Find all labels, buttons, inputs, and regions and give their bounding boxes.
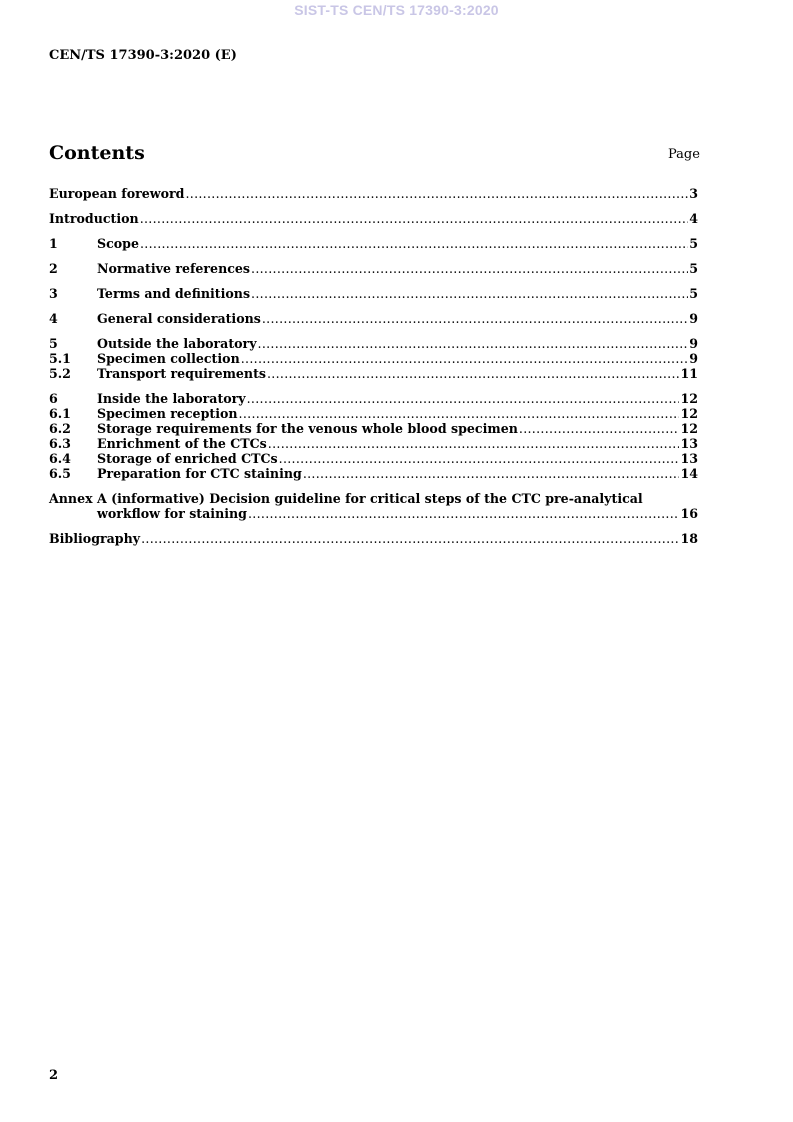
toc-leader-dots [262,311,688,326]
toc-leader-dots [267,366,679,381]
toc-entry-label-line1: Annex A (informative) Decision guideline for critical steps of the CTC pre-analytical [49,491,643,506]
toc-leader-dots [303,466,680,481]
toc-entry-label: Normative references [97,261,251,276]
toc-entry-page: 11 [680,366,698,381]
toc-entry-label: Introduction [49,211,139,226]
toc-leader-dots [248,506,679,521]
toc-entry-european-foreword[interactable] [49,186,698,201]
toc-leader-dots [258,336,689,351]
toc-entry-general-considerations[interactable] [49,311,698,326]
page-number: 2 [49,1068,59,1083]
toc-entry-specimen-reception[interactable] [49,406,698,421]
toc-entry-page: 4 [689,211,698,226]
toc-entry-scope[interactable] [49,236,698,251]
toc-entry-number: 6.2 [49,421,71,436]
toc-entry-enrichment-ctcs[interactable] [49,436,698,451]
toc-entry-label: Preparation for CTC staining [97,466,302,481]
toc-entry-page: 9 [689,311,698,326]
page-column-label: Page [668,147,700,162]
toc-entry-label: Terms and definitions [97,286,251,301]
toc-leader-dots [519,421,680,436]
toc-entry-number: 6.5 [49,466,71,481]
toc-leader-dots [185,186,688,201]
toc-entry-terms-definitions[interactable] [49,286,698,301]
toc-entry-label: Specimen collection [97,351,240,366]
document-id-header: CEN/TS 17390-3:2020 (E) [49,48,237,63]
toc-leader-dots [239,406,680,421]
toc-entry-number: 2 [49,261,58,276]
toc-entry-number: 4 [49,311,58,326]
toc-leader-dots [247,391,680,406]
toc-entry-page: 13 [680,451,698,466]
toc-entry-number: 6.3 [49,436,71,451]
toc-entry-page: 5 [689,236,698,251]
toc-entry-page: 14 [680,466,698,481]
toc-leader-dots [268,436,680,451]
toc-entry-number: 6.1 [49,406,71,421]
toc-entry-number: 3 [49,286,58,301]
toc-leader-dots [140,211,689,226]
toc-entry-page: 16 [680,506,698,521]
toc-entry-label: Outside the laboratory [97,336,257,351]
toc-entry-label: workflow for staining [97,506,247,521]
toc-entry-bibliography[interactable] [49,531,698,546]
toc-leader-dots [140,236,688,251]
toc-entry-number: 5.2 [49,366,71,381]
toc-entry-label: Storage requirements for the venous whole blood specimen [97,421,518,436]
toc-leader-dots [141,531,679,546]
toc-entry-page: 13 [680,436,698,451]
toc-entry-annex-a[interactable] [49,491,698,521]
toc-entry-transport-requirements[interactable] [49,366,698,381]
toc-entry-outside-laboratory[interactable] [49,336,698,351]
toc-entry-page: 5 [689,261,698,276]
toc-entry-storage-requirements[interactable] [49,421,698,436]
toc-entry-number: 5.1 [49,351,71,366]
toc-entry-label: Scope [97,236,139,251]
toc-entry-inside-laboratory[interactable] [49,391,698,406]
toc-entry-label: Transport requirements [97,366,266,381]
toc-entry-page: 9 [689,336,698,351]
table-of-contents [49,186,698,546]
toc-entry-number: 6.4 [49,451,71,466]
toc-entry-page: 12 [680,391,698,406]
toc-entry-label: European foreword [49,186,185,201]
toc-leader-dots [241,351,689,366]
toc-entry-page: 3 [689,186,698,201]
toc-entry-label: Bibliography [49,531,141,546]
toc-entry-storage-enriched-ctcs[interactable] [49,451,698,466]
toc-entry-label: Enrichment of the CTCs [97,436,267,451]
toc-entry-number: 1 [49,236,58,251]
toc-entry-page: 9 [689,351,698,366]
toc-entry-label: Storage of enriched CTCs [97,451,278,466]
toc-entry-page: 18 [680,531,698,546]
toc-entry-label: Specimen reception [97,406,238,421]
toc-entry-label: General considerations [97,311,261,326]
toc-entry-specimen-collection[interactable] [49,351,698,366]
toc-entry-introduction[interactable] [49,211,698,226]
toc-entry-page: 5 [689,286,698,301]
toc-leader-dots [251,261,688,276]
toc-entry-normative-references[interactable] [49,261,698,276]
toc-entry-page: 12 [680,406,698,421]
toc-entry-label: Inside the laboratory [97,391,246,406]
watermark: SIST-TS CEN/TS 17390-3:2020 [294,2,499,18]
toc-leader-dots [251,286,688,301]
toc-entry-number: 6 [49,391,58,406]
toc-leader-dots [279,451,680,466]
contents-title: Contents [49,142,145,164]
toc-entry-preparation-ctc-staining[interactable] [49,466,698,481]
toc-entry-page: 12 [680,421,698,436]
toc-entry-number: 5 [49,336,58,351]
